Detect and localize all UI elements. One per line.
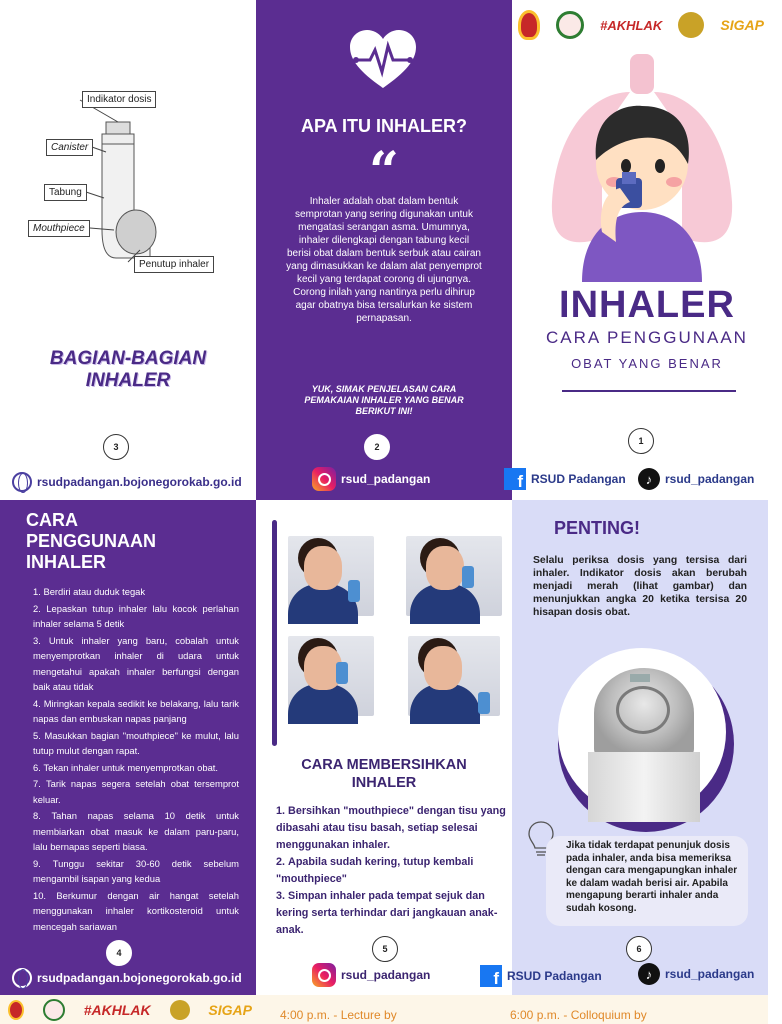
globe-icon bbox=[12, 472, 32, 492]
list-item: 1. Berdiri atau duduk tegak bbox=[33, 584, 239, 600]
event-text-1: 4:00 p.m. - Lecture by bbox=[280, 1008, 397, 1022]
panel-cover bbox=[512, 0, 768, 500]
how-to-title: CARA PENGGUNAAN INHALER bbox=[26, 510, 157, 572]
cover-subtitle: CARA PENGGUNAAN bbox=[546, 328, 748, 347]
label-penutup-inhaler: Penutup inhaler bbox=[134, 256, 214, 273]
sigap-logo: SIGAP bbox=[720, 17, 764, 33]
important-title: PENTING! bbox=[554, 518, 641, 538]
kemenkes-logo-icon bbox=[170, 1000, 190, 1020]
list-item: 4. Miringkan kepala sedikit ke belakang, lalu tarik napas dan embuskan napas panjang bbox=[33, 696, 239, 727]
instagram-icon bbox=[312, 467, 336, 491]
tiktok-link[interactable]: ♪ rsud_padangan bbox=[638, 468, 754, 490]
list-item: 6. Tekan inhaler untuk menyemprotkan obat. bbox=[33, 760, 239, 776]
list-item: 9. Tunggu sekitar 30-60 detik sebelum mengambil isapan yang kedua bbox=[33, 856, 239, 887]
facebook-link[interactable]: f RSUD Padangan bbox=[504, 468, 626, 490]
list-item: 1. Bersihkan "mouthpiece" dengan tisu yang dibasahi atau tisu basah, setiap selesai menggunakan inhaler. bbox=[276, 803, 512, 854]
hospital-logo-icon bbox=[556, 11, 584, 39]
facebook-icon: f bbox=[480, 965, 502, 987]
page-number: 4 bbox=[106, 940, 132, 966]
bojonegoro-logo-icon bbox=[8, 1000, 24, 1020]
list-item: 3. Simpan inhaler pada tempat sejuk dan kering serta terhindar dari jangkauan anak-anak. bbox=[276, 888, 512, 939]
list-item: 5. Masukkan bagian "mouthpiece" ke mulut, lalu tutup mulut dengan rapat. bbox=[33, 728, 239, 759]
facebook-icon: f bbox=[504, 468, 526, 490]
akhlak-logo: #AKHLAK bbox=[600, 17, 663, 33]
label-indikator-dosis: Indikator dosis bbox=[82, 91, 156, 108]
page-number: 5 bbox=[372, 936, 398, 962]
tiktok-icon: ♪ bbox=[638, 468, 660, 490]
call-to-action: YUK, SIMAK PENJELASAN CARA PEMAKAIAN INHALER YANG BENAR BERIKUT INI! bbox=[304, 384, 464, 416]
cover-subtitle-2: OBAT YANG BENAR bbox=[571, 356, 723, 371]
facebook-link[interactable]: f RSUD Padangan bbox=[480, 965, 602, 987]
list-item: 3. Untuk inhaler yang baru, cobalah untuk menyemprotkan inhaler di udara untuk mengetahui apakah inhaler berfungsi dengan baik atau tidak bbox=[33, 633, 239, 695]
dose-counter-image bbox=[558, 648, 726, 816]
label-canister: Canister bbox=[46, 139, 93, 156]
panel-parts bbox=[0, 0, 256, 500]
child-inhaler-illustration bbox=[542, 52, 742, 282]
step-photo bbox=[288, 636, 374, 716]
list-item: 10. Berkumur dengan air hangat setelah menggunakan inhaler kortikosteroid untuk mencegah sariawan bbox=[33, 888, 239, 935]
quote-icon: “ bbox=[369, 141, 399, 202]
step-photo bbox=[408, 636, 500, 716]
page-number: 3 bbox=[103, 434, 129, 460]
tiktok-link[interactable]: ♪ rsud_padangan bbox=[638, 963, 754, 985]
panel-important bbox=[493, 500, 768, 995]
kemenkes-logo-icon bbox=[678, 12, 704, 38]
instagram-link[interactable]: rsud_padangan bbox=[312, 963, 430, 987]
section-title: APA ITU INHALER? bbox=[301, 116, 467, 136]
bojonegoro-logo-icon bbox=[518, 10, 540, 40]
footer-logo-row bbox=[8, 999, 252, 1021]
instagram-icon bbox=[312, 963, 336, 987]
panel-cleaning bbox=[256, 500, 512, 995]
tip-text: Jika tidak terdapat penunjuk dosis pada inhaler, anda bisa memeriksa dengan cara mengapungkan inhaler ke dalam wadah berisi air. Apabila mengapung berarti inhaler anda sudah kosong. bbox=[566, 840, 738, 914]
important-text: Selalu periksa dosis yang tersisa dari inhaler. Indikator dosis akan berubah menjadi merah (lihat gambar) dan menunjukkan angka 20 ketika tersisa 20 hisapan dosis obat. bbox=[533, 555, 747, 618]
cleaning-steps bbox=[276, 803, 512, 939]
inhaler-diagram bbox=[0, 80, 256, 290]
definition-text: Inhaler adalah obat dalam bentuk semprotan yang sering digunakan untuk mengatasi serangan asma. Umumnya, inhaler dilengkapi dengan tabung kecil berisi obat dalam bentuk serbuk atau cairan yang dimasukkan ke dalam alat penyemprot kecil yang terdapat corong di ujungnya. Corong inilah yang nantinya perlu dihirup agar obatnya bisa tersalurkan ke sistem pernapasan. bbox=[286, 196, 482, 324]
page-number: 6 bbox=[626, 936, 652, 962]
list-item: 2. Apabila sudah kering, tutup kembali "mouthpiece" bbox=[276, 854, 512, 888]
divider bbox=[562, 390, 736, 392]
step-photo bbox=[288, 536, 374, 616]
panel-what-is-inhaler bbox=[256, 0, 512, 500]
list-item: 8. Tahan napas selama 10 detik untuk membiarkan obat masuk ke dalam paru-paru, lalu bernapas seperti biasa. bbox=[33, 808, 239, 855]
page-number: 2 bbox=[364, 434, 390, 460]
list-item: 7. Tarik napas segera setelah obat tersemprot keluar. bbox=[33, 776, 239, 807]
akhlak-logo: #AKHLAK bbox=[83, 1002, 151, 1018]
website-link[interactable]: rsudpadangan.bojonegorokab.go.id bbox=[12, 968, 242, 988]
parts-title: BAGIAN-BAGIAN INHALER bbox=[49, 348, 207, 391]
panel-how-to-use bbox=[0, 500, 256, 995]
globe-icon bbox=[12, 968, 32, 988]
footer-strip bbox=[0, 995, 768, 1024]
heart-pulse-icon bbox=[350, 30, 416, 90]
label-mouthpiece: Mouthpiece bbox=[28, 220, 90, 237]
instagram-link[interactable]: rsud_padangan bbox=[312, 467, 430, 491]
cover-title: INHALER bbox=[559, 284, 735, 326]
accent-bar bbox=[272, 520, 277, 746]
tiktok-icon: ♪ bbox=[638, 963, 660, 985]
step-photo bbox=[406, 536, 502, 616]
label-tabung: Tabung bbox=[44, 184, 87, 201]
event-text-2: 6:00 p.m. - Colloquium by bbox=[510, 1008, 647, 1022]
cleaning-title: CARA MEMBERSIHKAN INHALER bbox=[301, 757, 467, 791]
hospital-logo-icon bbox=[43, 999, 65, 1021]
website-link[interactable]: rsudpadangan.bojonegorokab.go.id bbox=[12, 472, 242, 492]
usage-steps bbox=[33, 584, 239, 935]
page-number: 1 bbox=[628, 428, 654, 454]
logo-row bbox=[518, 8, 764, 42]
sigap-logo: SIGAP bbox=[208, 1002, 252, 1018]
list-item: 2. Lepaskan tutup inhaler lalu kocok perlahan inhaler selama 5 detik bbox=[33, 601, 239, 632]
